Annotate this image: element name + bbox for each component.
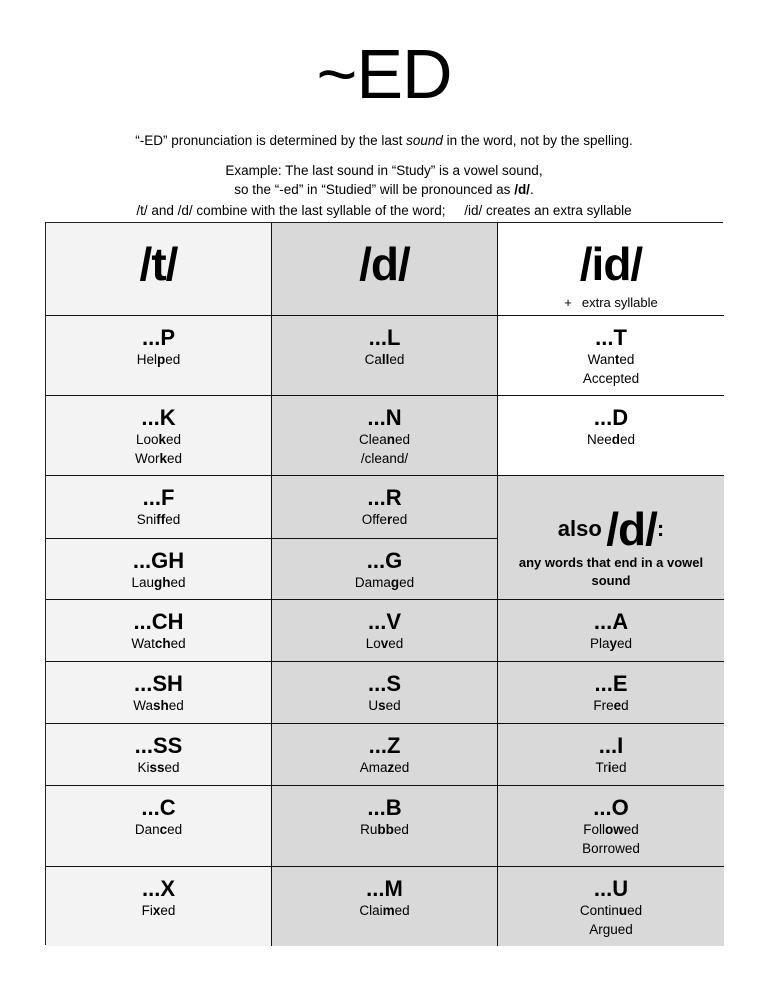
highlighted-letters: k [159,451,167,466]
word-part: Ama [359,760,388,775]
example-word [46,510,271,529]
example-word [272,696,497,715]
ending-label: ...X [141,876,175,901]
d-cell [272,476,498,539]
header-t-symbol: /t/ [139,238,178,290]
d-cell [272,539,498,600]
example-word [498,758,724,777]
d-cell [272,867,498,946]
t-cell [46,724,272,786]
ending-label: ...O [593,795,629,820]
page-title: ~ED [316,35,452,113]
word-part: Pla [589,636,610,651]
also-d-symbol: /d/ [606,503,657,555]
word-part: ed [627,903,643,918]
word-part: ed [619,432,636,447]
intro-example-bold: /d/ [514,182,530,197]
word-part: ed [165,352,181,367]
highlighted-letters: m [382,903,395,918]
highlighted-letters: c [159,822,168,837]
word-part: Loo [135,432,159,447]
word-part: Fre [593,698,614,713]
also-d-cell [498,476,724,600]
word-part: ed [164,760,180,775]
intro-example-end: . [529,182,534,197]
id-cell [498,396,724,476]
example-word [272,901,497,920]
intro-rule [0,132,768,150]
example-word [498,901,724,920]
highlighted-letters: sh [152,698,169,713]
highlighted-letters: u [618,903,628,918]
word-part: Fi [141,903,153,918]
word-part: Clai [359,903,383,918]
word-part: ed [394,903,410,918]
word-part: ed [393,822,409,837]
intro-example-text: so the “-ed” in “Studied” will be pronounced as [234,182,515,197]
example-word [272,634,497,653]
d-cell [272,396,498,476]
word-part: Accepted [582,371,640,386]
t-cell [46,539,272,600]
ending-label: ...R [367,485,402,510]
ending-label: ...B [367,795,402,820]
word-part: /cleand/ [360,451,409,466]
word-part: ed [394,432,411,447]
example-word [272,510,497,529]
example-word [46,901,271,920]
highlighted-letters: d [611,432,620,447]
header-id-note [498,295,724,311]
ending-label: ...G [366,548,403,573]
word-part: Lau [131,575,154,590]
word-part: Ki [137,760,150,775]
example-word [272,430,497,449]
t-cell [46,786,272,867]
highlighted-letters: ff [156,512,166,527]
ending-label: ...L [368,325,401,350]
ending-label: ...E [594,671,628,696]
word-part: Wa [133,698,153,713]
header-id-note-text: extra syllable [581,295,658,310]
d-cell [272,316,498,396]
ending-label: ...N [367,405,402,430]
header-t [46,223,272,316]
word-part: Borrowed [582,841,640,856]
word-part: Wor [134,451,160,466]
example-word [272,350,497,369]
vowel-cell [498,867,724,946]
word-part: Dan [134,822,160,837]
word-part: ed [160,903,176,918]
ending-label: ...I [598,733,624,758]
word-part: Clea [358,432,387,447]
word-part: ed [167,451,183,466]
ending-label: ...S [367,671,401,696]
t-cell [46,396,272,476]
word-part: ed [617,636,633,651]
vowel-cell [498,662,724,724]
also-d-description: any words that end in a vowel sound [518,555,704,589]
example-word [46,449,271,468]
example-word [272,573,497,592]
highlighted-letters: z [387,760,395,775]
word-part: ed [399,575,415,590]
word-part: Dama [354,575,391,590]
example-word [46,350,271,369]
id-cell [498,316,724,396]
word-part: Contin [579,903,619,918]
word-part: Foll [583,822,605,837]
word-part: ed [165,512,181,527]
example-word [498,696,724,715]
word-part: Offe [361,512,387,527]
highlighted-letters: g [390,575,400,590]
also-colon: : [656,516,665,541]
example-word [272,449,497,468]
word-part: ed [389,352,405,367]
ending-label: ...M [366,876,403,901]
vowel-cell [498,786,724,867]
word-part: d [621,698,629,713]
intro-example-2 [0,181,768,199]
example-word [46,696,271,715]
intro-rule-text-end: in the word, not by the spelling. [442,133,633,148]
ending-label: ...SS [134,733,183,758]
header-d-symbol: /d/ [359,238,410,290]
ending-label: ...C [141,795,176,820]
word-part: ed [166,432,182,447]
d-cell [272,662,498,724]
highlighted-letters: s [378,698,386,713]
highlighted-letters: ch [154,636,171,651]
ending-label: ...K [141,405,176,430]
ed-pronunciation-table [45,222,723,945]
word-part: ed [385,698,401,713]
example-word [46,573,271,592]
ending-label: ...CH [133,609,184,634]
example-word [498,634,724,653]
word-part: Argued [589,922,633,937]
word-part: Hel [136,352,157,367]
t-cell [46,662,272,724]
highlighted-letters: bb [377,822,394,837]
word-part: Sni [136,512,157,527]
t-cell [46,867,272,946]
example-word [46,820,271,839]
word-part: Wan [587,352,615,367]
header-id-symbol: /id/ [579,238,643,290]
word-part: ed [388,636,404,651]
word-part: ed [167,822,183,837]
highlighted-letters: gh [154,575,171,590]
highlighted-letters: p [156,352,166,367]
t-cell [46,600,272,662]
d-cell [272,786,498,867]
intro-rule-text: “-ED” pronunciation is determined by the last [135,133,407,148]
vowel-cell [498,724,724,786]
word-part: ed [611,760,627,775]
highlighted-letters: v [380,636,389,651]
plus-icon: + [564,295,572,310]
word-part: ed [392,512,408,527]
header-id [498,223,724,316]
ending-label: ...U [593,876,629,901]
word-part: ed [619,352,635,367]
ending-label: ...SH [134,671,183,696]
also-d-heading [498,503,724,555]
highlighted-letters: ow [604,822,624,837]
also-word: also [557,516,602,541]
highlighted-letters: ll [381,352,390,367]
t-cell [46,476,272,539]
vowel-cell [498,600,724,662]
ending-label: ...GH [132,548,185,573]
word-part: Lo [365,636,381,651]
example-word [46,758,271,777]
d-cell [272,600,498,662]
word-part: Nee [586,432,612,447]
highlighted-letters: n [386,432,395,447]
example-word [46,430,271,449]
intro-rule-emphasis: sound [406,133,443,148]
intro-syllable-note: /t/ and /d/ combine with the last syllable of the word; /id/ creates an extra syllable [136,203,632,218]
word-part: U [368,698,379,713]
example-word [498,839,724,858]
highlighted-letters: r [386,512,393,527]
example-word [272,820,497,839]
word-part: ed [168,698,184,713]
ending-label: ...Z [368,733,401,758]
word-part: Ru [360,822,378,837]
header-d [272,223,498,316]
example-word [498,920,724,939]
ending-label: ...F [142,485,175,510]
word-part: ed [623,822,639,837]
highlighted-letters: k [158,432,166,447]
ending-label: ...P [141,325,175,350]
example-word [272,758,497,777]
word-part: Ca [364,352,382,367]
d-cell [272,724,498,786]
ending-label: ...V [367,609,401,634]
word-part: ed [170,575,186,590]
t-cell [46,316,272,396]
intro-example: Example: The last sound in “Study” is a vowel sound, [225,163,543,178]
example-word [498,820,724,839]
ending-label: ...T [595,325,627,350]
word-part: Tr [595,760,608,775]
highlighted-letters: y [609,636,617,651]
highlighted-letters: i [607,760,612,775]
highlighted-letters: t [614,352,620,367]
example-word [46,634,271,653]
ending-label: ...A [593,609,629,634]
highlighted-letters: ss [149,760,165,775]
word-part: ed [170,636,186,651]
example-word [498,350,724,369]
word-part: Wat [131,636,155,651]
highlighted-letters: x [152,903,161,918]
highlighted-letters: e [613,698,622,713]
ending-label: ...D [593,405,629,430]
example-word [498,369,724,388]
word-part: ed [394,760,410,775]
example-word [498,430,724,449]
